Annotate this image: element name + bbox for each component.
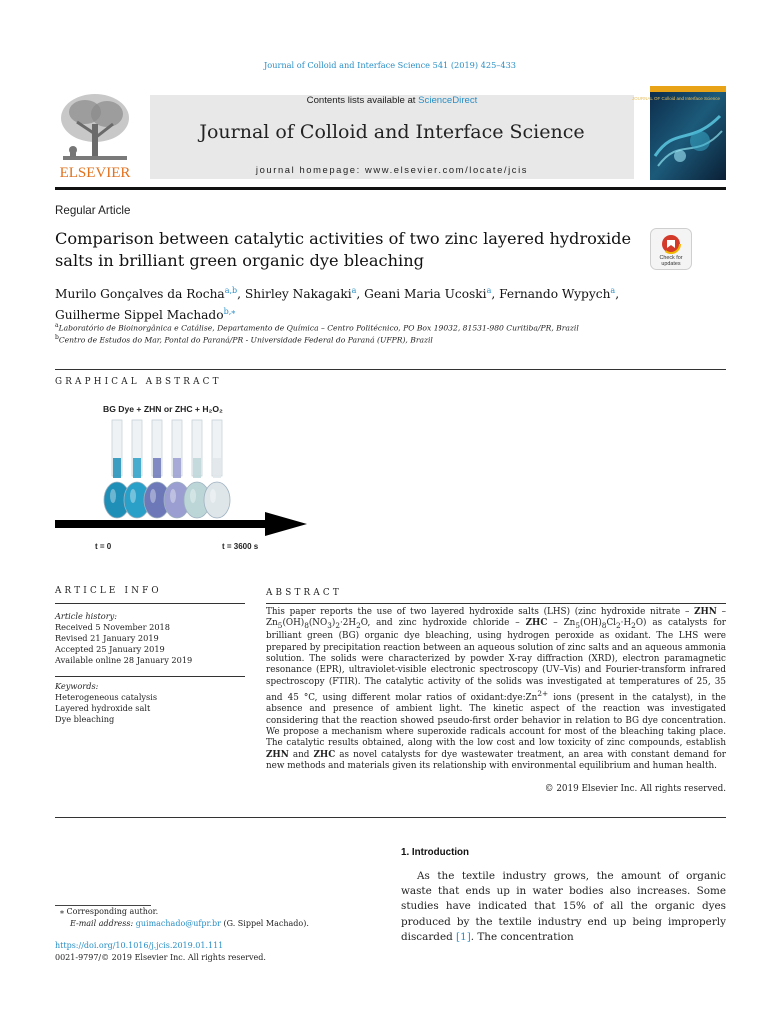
flask-highlight (110, 489, 116, 503)
reference-link[interactable]: [1] (456, 930, 471, 943)
abstract-body: This paper reports the use of two layered hydroxide salts (LHS) (zinc hydroxide nitrate – ZHN – $Zn_5(OH)_8(NO_3)_2\cdot 2H_2O$, and zinc hydroxide chloride – ZHC – $Zn_5(OH)_8Cl_2\cdot H_2O$) as catalysts for brilliant green (BG) organic dye bleaching, using hydrogen peroxide as oxidant. The LHS were prepared by precipitation reaction between an aqueous solution of zinc salts and an aqueous ammonia solution. The solids were characterized by powder X-ray diffraction (XRD), electron paramagnetic resonance (EPR), ultraviolet-visible electronic spectroscopy (UV–Vis) and Fourier-transform infrared spectroscopy (FTIR). The catalytic activity of the solids was investigated at temperatures of 25, 35 and 45 °C, using different molar ratios of $oxidant:dye:Zn^{2+}$ ions (present in the catalyst), in the absence and presence of ambient light. The kinetic aspect of the reaction was investigated considering that the reaction showed pseudo-first order behavior in relation to BG dye concentration. We propose a mechanism where superoxide radicals account for most of the bleaching taking place. The catalytic results obtained, along with the low cost and low toxicity of zinc compounds, establish ZHN and ZHC as novel catalysts for dye wastewater treatment, an area with constant demand for new methods and materials given its relationship with environmental equilibrium and human health. (266, 607, 726, 772)
abstract-copyright: © 2019 Elsevier Inc. All rights reserved. (544, 784, 726, 794)
author-affiliation-mark[interactable]: a,b (224, 286, 238, 295)
check-updates-label-2: updates (661, 261, 681, 267)
elsevier-wordmark: ELSEVIER (59, 165, 131, 181)
author-separator: , (356, 287, 365, 302)
history-online: Available online 28 January 2019 (55, 655, 193, 665)
article-type: Regular Article (55, 204, 131, 217)
journal-cover-image (631, 86, 726, 180)
author[interactable]: Shirley Nakagaki (244, 287, 352, 302)
affiliation-text: Centro de Estudos do Mar, Pontal do Paraná/PR - Universidade Federal do Paraná (UFPR), Brazil (58, 335, 433, 345)
flask-liquid-neck (153, 458, 161, 478)
time-start-label: t = 0 (95, 542, 112, 551)
author[interactable]: Geani Maria Ucoski (364, 287, 487, 302)
flask-liquid-neck (173, 458, 181, 478)
author-list (55, 282, 655, 324)
flask-highlight (130, 489, 136, 503)
flask-highlight (190, 489, 196, 503)
time-arrow-head (265, 512, 307, 536)
author-affiliation-mark[interactable]: a (486, 286, 492, 295)
section-rule (55, 369, 726, 370)
issn-copyright: 0021-9797/© 2019 Elsevier Inc. All rights reserved. (55, 953, 266, 962)
journal-title: Journal of Colloid and Interface Science (199, 121, 585, 143)
affiliation-b (55, 334, 433, 345)
contents-available-line (150, 95, 634, 106)
flask-liquid-neck (133, 458, 141, 478)
keyword: Layered hydroxide salt (55, 703, 151, 713)
email-footnote (70, 919, 309, 928)
email-label: E-mail address: (70, 919, 136, 928)
check-updates-icon (650, 228, 692, 270)
history-revised: Revised 21 January 2019 (55, 633, 159, 643)
flask-liquid-neck (113, 458, 121, 478)
article-info-rule (55, 603, 245, 604)
article-info-heading: ARTICLE INFO (55, 586, 162, 596)
check-for-updates-button[interactable] (650, 228, 692, 270)
check-updates-label-1: Check for (659, 255, 683, 261)
email-link[interactable]: guimachado@ufpr.br (135, 919, 221, 928)
abstract-heading: ABSTRACT (266, 588, 342, 598)
author[interactable]: Murilo Gonçalves da Rocha (55, 287, 225, 302)
history-accepted: Accepted 25 January 2019 (55, 644, 165, 654)
flask-group (104, 420, 230, 518)
keywords-label: Keywords: (55, 681, 99, 691)
author[interactable]: Fernando Wypych (499, 287, 611, 302)
figure-title: BG Dye + ZHN or ZHC + H₂O₂ (103, 404, 223, 414)
introduction-heading: 1. Introduction (401, 847, 470, 858)
author-affiliation-mark[interactable]: b,⁎ (223, 307, 236, 317)
author[interactable]: Guilherme Sippel Machado (55, 308, 224, 323)
flask-highlight (150, 489, 156, 503)
corresponding-author-note: ⁎ Corresponding author. (60, 907, 159, 916)
journal-citation-link[interactable]: Journal of Colloid and Interface Science 541 (2019) 425–433 (263, 60, 517, 70)
doi-link[interactable]: https://doi.org/10.1016/j.jcis.2019.01.111 (55, 941, 224, 950)
time-end-label: t = 3600 s (222, 542, 259, 551)
cover-title: JOURNAL OF Colloid and Interface Science (631, 96, 720, 101)
introduction-paragraph: As the textile industry grows, the amount of organic waste that ends up in water bodies also increases. Some studies have indicated that 15% of all the organic dyes produced by the textile industry end up being improperly discarded [1]. The concentration (401, 870, 726, 943)
graphical-abstract-figure (55, 398, 315, 558)
flask-bulb (204, 482, 230, 518)
flask-highlight (170, 489, 176, 503)
keyword: Heterogeneous catalysis (55, 692, 158, 702)
affiliation-mark: b (55, 334, 59, 341)
journal-homepage-link[interactable]: journal homepage: www.elsevier.com/locate/jcis (255, 164, 529, 175)
graphical-abstract-heading: GRAPHICAL ABSTRACT (55, 377, 222, 387)
author-affiliation-mark[interactable]: a (610, 286, 616, 295)
sciencedirect-link[interactable]: ScienceDirect (418, 95, 478, 106)
author-affiliation-mark[interactable]: a (351, 286, 357, 295)
time-arrow-shaft (55, 520, 267, 528)
contents-prefix: Contents lists available at (306, 95, 419, 106)
history-received: Received 5 November 2018 (55, 622, 170, 632)
author-separator: , (615, 287, 620, 302)
flask-highlight (210, 489, 216, 503)
keyword: Dye bleaching (55, 714, 115, 724)
flask-liquid-neck (213, 458, 221, 478)
history-label: Article history: (55, 611, 117, 621)
front-matter-rule (55, 817, 726, 818)
article-history (55, 611, 245, 666)
author-separator: , (237, 287, 245, 302)
affiliation-a (55, 322, 579, 333)
email-owner: (G. Sippel Machado). (220, 919, 309, 928)
flask-liquid-neck (193, 458, 201, 478)
author-separator: , (491, 287, 500, 302)
keywords-block (55, 681, 245, 725)
keywords-rule (55, 676, 245, 677)
abstract-rule (266, 603, 726, 604)
affiliation-text: Laboratório de Bioinorgânica e Catálise, Departamento de Química – Centro Politécnico, PO Box 19032, 81531-980 Curitiba/PR, Brazil (58, 323, 579, 333)
elsevier-logo (55, 88, 135, 180)
article-title: Comparison between catalytic activities of two zinc layered hydroxide salts in brilliant green organic dye bleaching (55, 229, 632, 270)
footnote-rule (55, 905, 151, 906)
header-rule (55, 187, 726, 190)
affiliation-mark: a (55, 322, 59, 329)
